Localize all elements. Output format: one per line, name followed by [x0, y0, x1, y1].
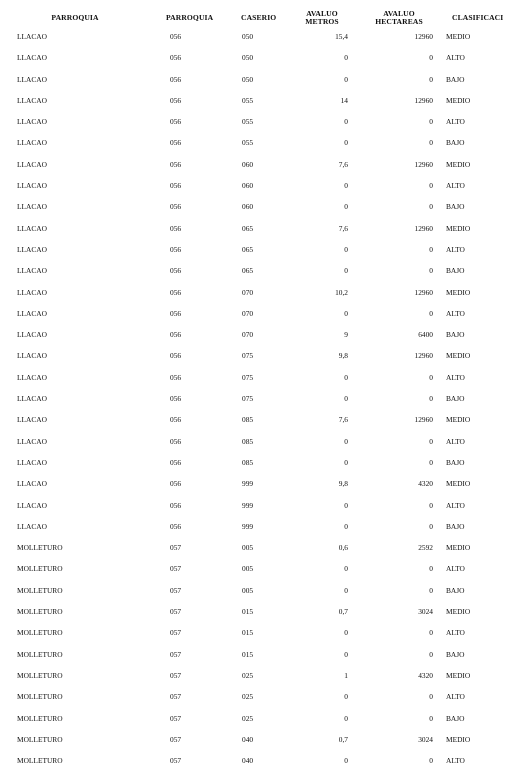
table-row: [0, 307, 512, 328]
cell-avaluo-metros: 0,7: [338, 734, 348, 744]
table-row: [0, 158, 512, 179]
cell-clasificacion: MEDIO: [446, 415, 471, 425]
cell-avaluo-metros: 0: [344, 308, 348, 318]
cell-parroquia-code: 056: [170, 330, 182, 340]
cell-parroquia-code: 057: [170, 734, 182, 744]
cell-parroquia: MOLLETURO: [17, 670, 63, 680]
cell-avaluo-metros: 14: [340, 95, 348, 105]
cell-avaluo-hectareas: 6400: [418, 330, 433, 340]
table-row: [0, 392, 512, 413]
cell-avaluo-metros: 0: [344, 394, 348, 404]
cell-parroquia-code: 056: [170, 415, 182, 425]
cell-clasificacion: BAJO: [446, 394, 465, 404]
cell-parroquia: MOLLETURO: [17, 692, 63, 702]
table-row: [0, 51, 512, 72]
table-body: [0, 30, 512, 775]
cell-parroquia: LLACAO: [17, 457, 47, 467]
cell-avaluo-hectareas: 0: [429, 74, 433, 84]
cell-parroquia-code: 057: [170, 670, 182, 680]
cell-parroquia-code: 057: [170, 628, 182, 638]
table-row: [0, 243, 512, 264]
header-avaluo-hectareas-line1: AVALUO: [383, 9, 415, 18]
cell-clasificacion: MEDIO: [446, 670, 471, 680]
cell-avaluo-hectareas: 0: [429, 117, 433, 127]
cell-clasificacion: MEDIO: [446, 607, 471, 617]
cell-caserio: 065: [242, 223, 254, 233]
cell-parroquia: LLACAO: [17, 159, 47, 169]
table-row: [0, 73, 512, 94]
cell-clasificacion: ALTO: [446, 117, 465, 127]
cell-caserio: 075: [242, 351, 254, 361]
cell-caserio: 005: [242, 543, 254, 553]
table-row: [0, 477, 512, 498]
cell-parroquia: MOLLETURO: [17, 585, 63, 595]
cell-clasificacion: ALTO: [446, 372, 465, 382]
cell-avaluo-metros: 0: [344, 244, 348, 254]
header-avaluo-metros: [291, 10, 353, 26]
cell-avaluo-metros: 7,6: [338, 223, 348, 233]
cell-parroquia: LLACAO: [17, 330, 47, 340]
cell-parroquia: MOLLETURO: [17, 756, 63, 766]
cell-parroquia: MOLLETURO: [17, 607, 63, 617]
cell-avaluo-hectareas: 0: [429, 756, 433, 766]
cell-parroquia-code: 057: [170, 564, 182, 574]
cell-avaluo-metros: 9,8: [338, 351, 348, 361]
table-row: [0, 264, 512, 285]
cell-parroquia: LLACAO: [17, 223, 47, 233]
cell-parroquia: LLACAO: [17, 372, 47, 382]
cell-parroquia: LLACAO: [17, 244, 47, 254]
cell-avaluo-hectareas: 12960: [414, 32, 433, 41]
cell-avaluo-hectareas: 12960: [414, 159, 433, 169]
cell-caserio: 070: [242, 330, 254, 340]
cell-avaluo-hectareas: 12960: [414, 223, 433, 233]
cell-avaluo-hectareas: 3024: [418, 607, 433, 617]
cell-avaluo-hectareas: 0: [429, 394, 433, 404]
cell-parroquia-code: 056: [170, 181, 182, 191]
cell-parroquia-code: 057: [170, 713, 182, 723]
cell-avaluo-hectareas: 12960: [414, 287, 433, 297]
cell-avaluo-metros: 15,4: [335, 32, 348, 41]
cell-avaluo-metros: 0: [344, 500, 348, 510]
header-clasificacion: CLASIFICACI: [452, 14, 504, 22]
cell-parroquia: LLACAO: [17, 394, 47, 404]
table-row: [0, 541, 512, 562]
cell-avaluo-hectareas: 0: [429, 244, 433, 254]
table-row: [0, 648, 512, 669]
table-row: [0, 456, 512, 477]
cell-caserio: 040: [242, 756, 254, 766]
header-caserio: CASERIO: [241, 13, 277, 22]
cell-parroquia: LLACAO: [17, 181, 47, 191]
cell-avaluo-metros: 0: [344, 202, 348, 212]
cell-avaluo-metros: 7,6: [338, 159, 348, 169]
cell-avaluo-metros: 0: [344, 436, 348, 446]
cell-avaluo-hectareas: 0: [429, 521, 433, 531]
cell-avaluo-metros: 7,6: [338, 415, 348, 425]
cell-parroquia: MOLLETURO: [17, 628, 63, 638]
cell-clasificacion: MEDIO: [446, 223, 471, 233]
cell-clasificacion: BAJO: [446, 74, 465, 84]
cell-caserio: 015: [242, 649, 254, 659]
cell-caserio: 015: [242, 607, 254, 617]
cell-caserio: 070: [242, 308, 254, 318]
cell-caserio: 015: [242, 628, 254, 638]
cell-avaluo-hectareas: 12960: [414, 351, 433, 361]
cell-avaluo-metros: 9: [344, 330, 348, 340]
cell-parroquia: LLACAO: [17, 415, 47, 425]
cell-parroquia: MOLLETURO: [17, 734, 63, 744]
cell-caserio: 085: [242, 457, 254, 467]
cell-parroquia-code: 056: [170, 117, 182, 127]
table-row: [0, 179, 512, 200]
table-row: [0, 733, 512, 754]
cell-parroquia-code: 056: [170, 394, 182, 404]
cell-avaluo-metros: 0: [344, 457, 348, 467]
cell-parroquia-code: 056: [170, 95, 182, 105]
cell-parroquia: LLACAO: [17, 500, 47, 510]
table-row: [0, 328, 512, 349]
cell-avaluo-hectareas: 0: [429, 138, 433, 148]
cell-avaluo-metros: 0: [344, 756, 348, 766]
cell-parroquia: LLACAO: [17, 117, 47, 127]
cell-avaluo-hectareas: 0: [429, 457, 433, 467]
cell-caserio: 005: [242, 585, 254, 595]
cell-avaluo-hectareas: 0: [429, 436, 433, 446]
cell-parroquia: LLACAO: [17, 351, 47, 361]
cell-caserio: 050: [242, 53, 254, 63]
cell-avaluo-metros: 0: [344, 713, 348, 723]
cell-avaluo-hectareas: 0: [429, 564, 433, 574]
cell-clasificacion: ALTO: [446, 244, 465, 254]
cell-parroquia-code: 056: [170, 53, 182, 63]
cell-clasificacion: ALTO: [446, 756, 465, 766]
cell-clasificacion: BAJO: [446, 457, 465, 467]
cell-parroquia-code: 056: [170, 74, 182, 84]
cell-caserio: 005: [242, 564, 254, 574]
cell-parroquia: LLACAO: [17, 138, 47, 148]
table-row: [0, 499, 512, 520]
cell-parroquia: MOLLETURO: [17, 649, 63, 659]
cell-avaluo-hectareas: 0: [429, 713, 433, 723]
cell-clasificacion: BAJO: [446, 585, 465, 595]
cell-caserio: 999: [242, 500, 254, 510]
cell-caserio: 050: [242, 32, 254, 41]
cell-parroquia-code: 057: [170, 692, 182, 702]
cell-avaluo-metros: 0: [344, 692, 348, 702]
table-row: [0, 690, 512, 711]
cell-clasificacion: MEDIO: [446, 479, 471, 489]
table-row: [0, 605, 512, 626]
cell-parroquia: LLACAO: [17, 202, 47, 212]
table-row: [0, 520, 512, 541]
table-row: [0, 115, 512, 136]
table-row: [0, 562, 512, 583]
table-row: [0, 669, 512, 690]
cell-avaluo-hectareas: 3024: [418, 734, 433, 744]
cell-caserio: 070: [242, 287, 254, 297]
cell-clasificacion: MEDIO: [446, 159, 471, 169]
header-parroquia-code: PARROQUIA: [166, 13, 214, 22]
cell-avaluo-metros: 0: [344, 585, 348, 595]
cell-avaluo-metros: 9,8: [338, 479, 348, 489]
cell-parroquia-code: 056: [170, 351, 182, 361]
table-row: [0, 94, 512, 115]
cell-parroquia-code: 056: [170, 521, 182, 531]
cell-clasificacion: BAJO: [446, 521, 465, 531]
cell-avaluo-hectareas: 0: [429, 500, 433, 510]
header-avaluo-metros-line2: METROS: [305, 17, 339, 26]
cell-caserio: 060: [242, 159, 254, 169]
table-row: [0, 754, 512, 775]
cell-avaluo-metros: 0: [344, 266, 348, 276]
cell-parroquia: LLACAO: [17, 53, 47, 63]
table-row: [0, 136, 512, 157]
cell-caserio: 060: [242, 202, 254, 212]
cell-avaluo-metros: 0: [344, 138, 348, 148]
cell-parroquia: LLACAO: [17, 32, 47, 41]
cell-clasificacion: ALTO: [446, 692, 465, 702]
cell-clasificacion: BAJO: [446, 649, 465, 659]
cell-clasificacion: BAJO: [446, 266, 465, 276]
cell-parroquia: LLACAO: [17, 74, 47, 84]
header-avaluo-metros-line1: AVALUO: [306, 9, 338, 18]
cell-parroquia-code: 056: [170, 500, 182, 510]
cell-parroquia-code: 056: [170, 372, 182, 382]
cell-parroquia: LLACAO: [17, 266, 47, 276]
cell-avaluo-hectareas: 4320: [418, 479, 433, 489]
cell-caserio: 065: [242, 266, 254, 276]
table-row: [0, 371, 512, 392]
cell-clasificacion: ALTO: [446, 53, 465, 63]
cell-avaluo-metros: 0: [344, 649, 348, 659]
header-avaluo-hectareas-line2: HECTAREAS: [375, 17, 423, 26]
cell-parroquia: MOLLETURO: [17, 543, 63, 553]
cell-avaluo-hectareas: 0: [429, 53, 433, 63]
cell-caserio: 065: [242, 244, 254, 254]
cell-clasificacion: BAJO: [446, 713, 465, 723]
cell-avaluo-hectareas: 0: [429, 202, 433, 212]
cell-parroquia-code: 056: [170, 202, 182, 212]
cell-avaluo-metros: 0: [344, 181, 348, 191]
cell-clasificacion: ALTO: [446, 308, 465, 318]
table-row: [0, 435, 512, 456]
cell-parroquia-code: 057: [170, 607, 182, 617]
cell-parroquia-code: 057: [170, 756, 182, 766]
cell-avaluo-metros: 0: [344, 372, 348, 382]
cell-parroquia-code: 056: [170, 457, 182, 467]
cell-parroquia: MOLLETURO: [17, 713, 63, 723]
cell-clasificacion: MEDIO: [446, 95, 471, 105]
cell-clasificacion: BAJO: [446, 202, 465, 212]
cell-avaluo-hectareas: 0: [429, 649, 433, 659]
cell-avaluo-hectareas: 12960: [414, 95, 433, 105]
cell-caserio: 025: [242, 670, 254, 680]
cell-clasificacion: ALTO: [446, 500, 465, 510]
cell-avaluo-metros: 10,2: [335, 287, 348, 297]
cell-avaluo-metros: 0,7: [338, 607, 348, 617]
cell-clasificacion: ALTO: [446, 181, 465, 191]
cell-avaluo-metros: 0: [344, 564, 348, 574]
cell-clasificacion: BAJO: [446, 330, 465, 340]
cell-avaluo-metros: 0: [344, 628, 348, 638]
cell-caserio: 055: [242, 117, 254, 127]
cell-parroquia: LLACAO: [17, 308, 47, 318]
cell-clasificacion: MEDIO: [446, 351, 471, 361]
table-row: [0, 286, 512, 307]
cell-parroquia-code: 056: [170, 159, 182, 169]
cell-clasificacion: ALTO: [446, 628, 465, 638]
cell-avaluo-hectareas: 4320: [418, 670, 433, 680]
cell-avaluo-metros: 0: [344, 53, 348, 63]
cell-caserio: 999: [242, 479, 254, 489]
cell-clasificacion: MEDIO: [446, 734, 471, 744]
cell-parroquia: LLACAO: [17, 479, 47, 489]
cell-caserio: 085: [242, 415, 254, 425]
cell-parroquia-code: 056: [170, 266, 182, 276]
cell-avaluo-metros: 0: [344, 117, 348, 127]
cell-avaluo-metros: 0: [344, 74, 348, 84]
cell-caserio: 075: [242, 372, 254, 382]
table-row: [0, 30, 512, 51]
cell-avaluo-metros: 0,6: [338, 543, 348, 553]
table-row: [0, 413, 512, 434]
cell-caserio: 085: [242, 436, 254, 446]
cell-caserio: 025: [242, 713, 254, 723]
table-row: [0, 349, 512, 370]
cell-parroquia-code: 056: [170, 308, 182, 318]
cell-avaluo-hectareas: 0: [429, 181, 433, 191]
cell-parroquia-code: 056: [170, 479, 182, 489]
cell-parroquia-code: 056: [170, 436, 182, 446]
cell-clasificacion: MEDIO: [446, 32, 471, 41]
cell-clasificacion: ALTO: [446, 436, 465, 446]
cell-parroquia-code: 057: [170, 649, 182, 659]
cell-caserio: 999: [242, 521, 254, 531]
cell-parroquia-code: 057: [170, 585, 182, 595]
header-avaluo-hectareas: [365, 10, 433, 26]
cell-parroquia-code: 056: [170, 223, 182, 233]
cell-parroquia: LLACAO: [17, 521, 47, 531]
cell-clasificacion: MEDIO: [446, 287, 471, 297]
cell-avaluo-hectareas: 0: [429, 372, 433, 382]
cell-parroquia-code: 056: [170, 138, 182, 148]
cell-caserio: 055: [242, 95, 254, 105]
cell-avaluo-hectareas: 2592: [418, 543, 433, 553]
cell-parroquia: LLACAO: [17, 287, 47, 297]
cell-parroquia-code: 056: [170, 32, 182, 41]
table-row: [0, 626, 512, 647]
cell-parroquia-code: 056: [170, 244, 182, 254]
cell-parroquia: MOLLETURO: [17, 564, 63, 574]
cell-caserio: 060: [242, 181, 254, 191]
cell-caserio: 025: [242, 692, 254, 702]
cell-parroquia: LLACAO: [17, 95, 47, 105]
cell-avaluo-metros: 0: [344, 521, 348, 531]
table-row: [0, 712, 512, 733]
cell-avaluo-metros: 1: [344, 670, 348, 680]
cell-avaluo-hectareas: 0: [429, 692, 433, 702]
cell-avaluo-hectareas: 0: [429, 308, 433, 318]
cell-avaluo-hectareas: 0: [429, 585, 433, 595]
header-parroquia: PARROQUIA: [51, 13, 99, 22]
cell-clasificacion: BAJO: [446, 138, 465, 148]
cell-avaluo-hectareas: 0: [429, 266, 433, 276]
table-row: [0, 200, 512, 221]
cell-caserio: 050: [242, 74, 254, 84]
cell-caserio: 055: [242, 138, 254, 148]
table-row: [0, 584, 512, 605]
cell-avaluo-hectareas: 12960: [414, 415, 433, 425]
cell-avaluo-hectareas: 0: [429, 628, 433, 638]
cell-parroquia: LLACAO: [17, 436, 47, 446]
cell-caserio: 040: [242, 734, 254, 744]
cell-clasificacion: MEDIO: [446, 543, 471, 553]
cell-clasificacion: ALTO: [446, 564, 465, 574]
cell-parroquia-code: 056: [170, 287, 182, 297]
cell-parroquia-code: 057: [170, 543, 182, 553]
table-row: [0, 222, 512, 243]
cell-caserio: 075: [242, 394, 254, 404]
